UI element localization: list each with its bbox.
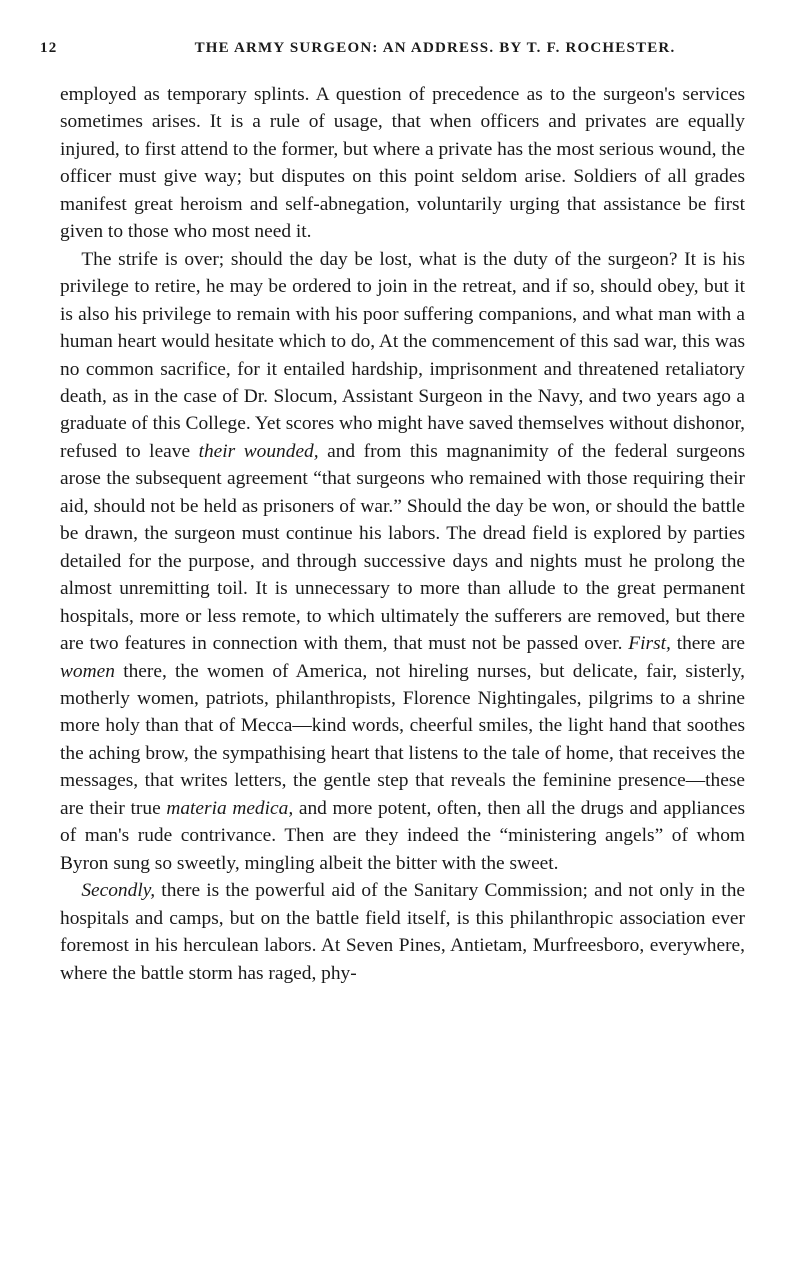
paragraph-2-text-5: and more potent, often, then all the drugs and appliances of man's rude contrivance. Then are they indeed the “ministering angels” of whom Byron sung so sweetly, mingling albeit the bitter with the sweet. bbox=[60, 797, 745, 874]
paragraph-2-text-2: and from this magnanimity of the federal surgeons arose the subsequent agreement “that surgeons who remained with those requiring their aid, should not be held as prisoners of war.” Should the day be won, or should the battle be drawn, the surgeon must continue his labors. The dread field is explored by parties detailed for the purpose, and through successive days and nights must he prolong the almost unremitting toil. It is unnecessary to more than allude to the great permanent hospitals, more or less remote, to which ultimately the sufferers are removed, but there are two features in connection with them, that must not be passed over. bbox=[60, 440, 745, 655]
italic-first: First, bbox=[628, 633, 671, 655]
body-text bbox=[60, 81, 745, 987]
paragraph-3 bbox=[60, 877, 745, 987]
paragraph-2-text-4: there, the women of America, not hireling nurses, but delicate, fair, sisterly, motherly women, patriots, philanthropists, Florence Nightingales, pilgrims to a shrine more holy than that of Mecca—kind words, cheerful smiles, the light hand that soothes the aching brow, the sympathising heart that listens to the tale of home, that receives the messages, that writes letters, the gentle step that reveals the feminine presence—these are their true bbox=[60, 660, 745, 819]
italic-secondly: Secondly, bbox=[81, 880, 156, 902]
running-header bbox=[40, 40, 760, 62]
paragraph-2-text-1: The strife is over; should the day be lost, what is the duty of the surgeon? It is his privilege to retire, he may be ordered to join in the retreat, and if so, should obey, but it is also his privilege to remain with his poor suffering companions, and what man with a human heart would hesitate which to do, At the commencement of this sad war, this was no common sacrifice, for it entailed hardship, imprisonment and threatened retaliatory death, as in the case of Dr. Slocum, Assistant Surgeon in the Navy, and two years ago a graduate of this College. Yet scores who might have saved themselves without dishonor, refused to leave bbox=[60, 248, 745, 462]
paragraph-3-text: there is the powerful aid of the Sanitary Commission; and not only in the hospitals and camps, but on the battle field itself, is this philanthropic association ever foremost in his herculean labors. At Seven Pines, Antietam, Murfreesboro, everywhere, where the battle storm has raged, phy- bbox=[60, 880, 745, 984]
paragraph-1 bbox=[60, 81, 745, 246]
paragraph-2 bbox=[60, 246, 745, 877]
paragraph-2-text-3: there are bbox=[670, 633, 745, 655]
paragraph-1-text: employed as temporary splints. A question of precedence as to the surgeon's services sometimes arises. It is a rule of usage, that when officers and privates are equally injured, to first attend to the former, but where a private has the most serious wound, the officer must give way; but disputes on this point seldom arise. Soldiers of all grades manifest great heroism and self-abnegation, voluntarily urging that assistance be first given to those who most need it. bbox=[60, 84, 745, 243]
italic-women: women bbox=[60, 660, 115, 682]
italic-their-wounded: their wounded, bbox=[198, 440, 319, 462]
italic-materia-medica: materia medica, bbox=[166, 797, 294, 819]
page-number: 12 bbox=[40, 40, 58, 56]
running-title: THE ARMY SURGEON: AN ADDRESS. BY T. F. ROCHESTER. bbox=[194, 40, 676, 56]
